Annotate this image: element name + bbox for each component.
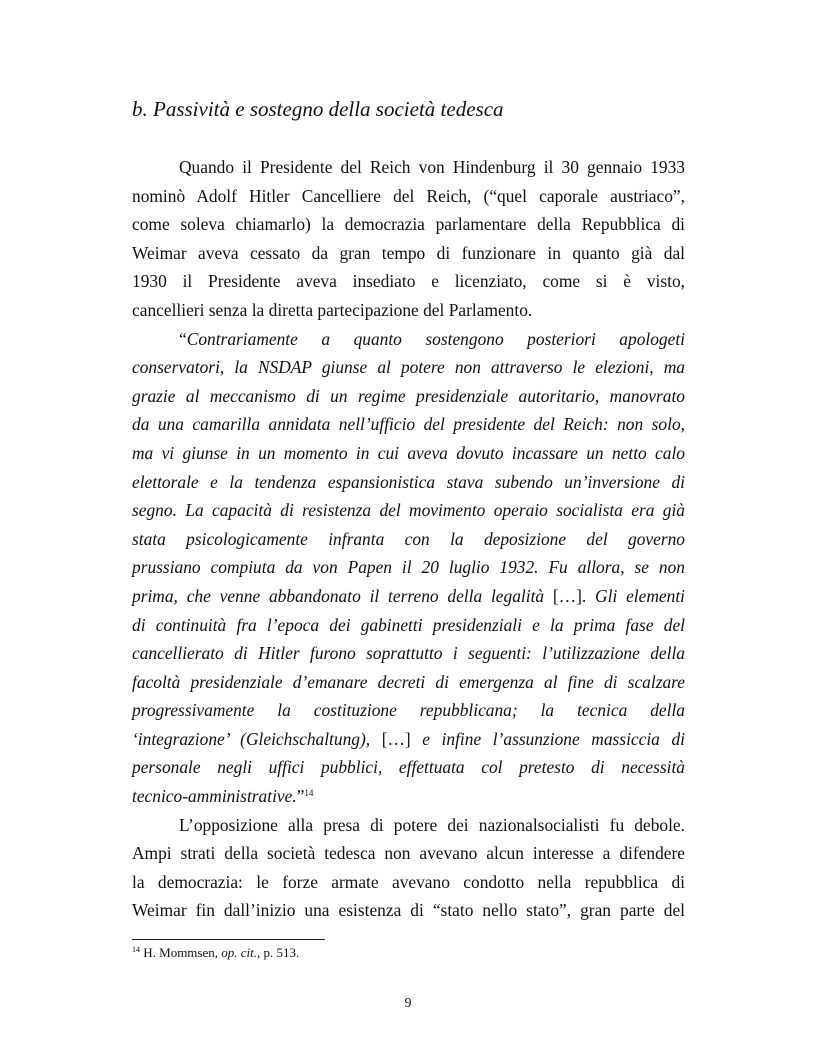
text-line [132, 325, 685, 354]
paragraph-3 [132, 811, 685, 925]
text-line: la democrazia: le forze armate avevano condotto nella repubblica di [132, 871, 685, 892]
text-line: nominò Adolf Hitler Cancelliere del Reich, (“quel caporale austriaco”, [132, 185, 685, 206]
quote-line: da una camarilla annidata nell’ufficio del presidente del Reich: non solo, [132, 414, 685, 435]
text-line: cancellieri senza la diretta partecipazione del Parlamento. [132, 299, 533, 320]
text-line [132, 782, 685, 811]
quote-line: cancellierato di Hitler furono soprattutto i seguenti: l’utilizzazione della [132, 643, 685, 664]
quote-ellipsis: […]. [544, 585, 596, 606]
text-line: 1930 il Presidente aveva insediato e licenziato, come si è visto, [132, 271, 685, 292]
quote-line: prussiano compiuta da von Papen il 20 luglio 1932. Fu allora, se non [132, 557, 685, 578]
quote-text: Gli elementi [595, 585, 685, 606]
body-text [132, 153, 685, 925]
quote-text: tecnico-amministrative. [132, 786, 297, 807]
quote-line: facoltà presidenziale d’emanare decreti di emergenza al fine di scalzare [132, 671, 685, 692]
footnote-author: H. Mommsen, [140, 945, 222, 960]
text-line [132, 725, 685, 754]
footnote-page: , p. 513. [257, 945, 300, 960]
quote-paragraph [132, 325, 685, 811]
quote-line: conservatori, la NSDAP giunse al potere non attraverso le elezioni, ma [132, 357, 685, 378]
quote-close-mark: ” [296, 786, 305, 807]
quote-text: Contrariamente a quanto sostengono posteriori apologeti [186, 328, 685, 349]
quote-line: ma vi giunse in un momento in cui aveva dovuto incassare un netto calo [132, 442, 685, 463]
text-line: Ampi strati della società tedesca non avevano alcun interesse a difendere [132, 843, 685, 864]
footnote-reference: 14 [304, 788, 314, 799]
quote-line: progressivamente la costituzione repubblicana; la tecnica della [132, 700, 685, 721]
text-line: L’opposizione alla presa di potere dei nazionalsocialisti fu debole. [179, 814, 685, 835]
quote-text: ‘integrazione’ (Gleichschaltung), [132, 728, 382, 749]
footnote-divider [132, 939, 325, 940]
text-line: come soleva chiamarlo) la democrazia parlamentare della Repubblica di [132, 214, 685, 235]
quote-text: prima, che venne abbandonato il terreno della legalità [132, 585, 545, 606]
quote-line: grazie al meccanismo di un regime presidenziale autoritario, manovrato [132, 385, 685, 406]
page-number: 9 [404, 996, 412, 1011]
quote-line: stata psicologicamente infranta con la deposizione del governo [132, 528, 685, 549]
paragraph-1 [132, 153, 685, 325]
quote-line: di continuità fra l’epoca dei gabinetti presidenziali e la prima fase del [132, 614, 685, 635]
text-line: Weimar fin dall’inizio una esistenza di “stato nello stato”, gran parte del [132, 900, 685, 921]
quote-text: e infine l’assunzione massiccia di [410, 728, 685, 749]
section-title: b. Passività e sostegno della società tedesca [132, 97, 504, 121]
text-line: Quando il Presidente del Reich von Hindenburg il 30 gennaio 1933 [179, 157, 685, 177]
footnote [132, 945, 299, 961]
quote-line: elettorale e la tendenza espansionistica stava subendo un’inversione di [132, 471, 685, 492]
quote-ellipsis: […] [381, 728, 411, 749]
footnote-work: op. cit. [221, 945, 257, 960]
quote-open-mark: “ [179, 328, 187, 349]
footnote-number: 14 [132, 945, 140, 954]
text-line: Weimar aveva cessato da gran tempo di funzionare in quanto già dal [132, 242, 685, 263]
text-line [132, 582, 685, 611]
quote-line: personale negli uffici pubblici, effettuata col pretesto di necessità [132, 757, 685, 778]
quote-line: segno. La capacità di resistenza del movimento operaio socialista era già [132, 500, 685, 521]
